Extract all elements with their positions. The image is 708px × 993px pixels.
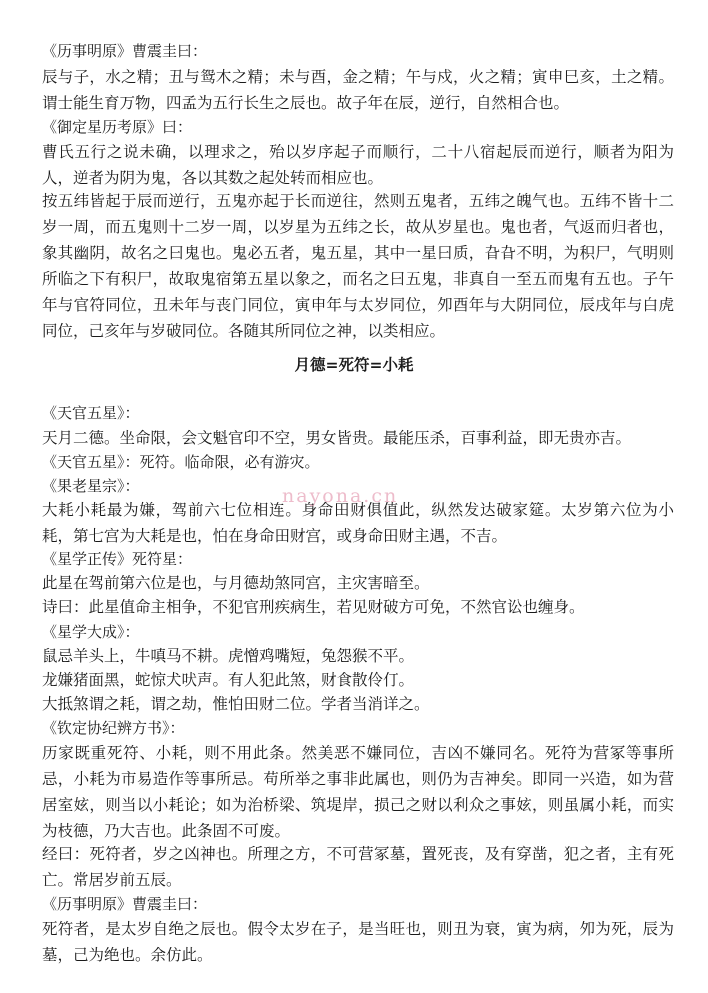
source-citation: 《星学正传》死符星： — [42, 550, 193, 568]
paragraph: 大抵煞谓之耗，谓之劫，惟怕田财二位。学者当消详之。 — [42, 695, 430, 713]
source-citation: 《历事明原》曹震圭曰： — [42, 42, 208, 60]
verse-line: 龙嫌猪面黑，蛇惊犬吠声。有人犯此煞，财食散伶仃。 — [42, 671, 415, 689]
paragraph: 按五纬皆起于辰而逆行，五鬼亦起于长而逆往，然则五鬼者，五纬之魄气也。五纬不皆十二岁一周，而五鬼则十二岁一周，以岁星为五纬之长，故从岁星也。鬼也者，气返而归者也，象其幽阴，故名之曰鬼也。鬼必五者，鬼五星，其中一星曰质，旮旮不明，为积尸，气明则所临之下有积尸，故取鬼宿第五星以象之，而名之曰五鬼，非真自一至五而鬼有五也。子午年与官符同位，丑未年与丧门同位，寅申年与太岁同位，夘酉年与大阴同位，辰戌年与白虎同位，己亥年与岁破同位。各随其所同位之神，以类相应。 — [42, 192, 674, 340]
paragraph: 诗曰：此星值命主相争，不犯官刑疾病生，若见财破方可免，不然官讼也缠身。 — [42, 598, 585, 616]
source-citation: 《历事明原》曹震圭曰： — [42, 895, 208, 913]
section-heading: 月德=死符=小耗 — [294, 356, 414, 374]
source-citation: 《星学大成》： — [42, 623, 140, 641]
paragraph: 大耗小耗最为嫌，驾前六七位相连。身命田财俱值此，纵然发达破家筵。太岁第六位为小耗，第七宫为大耗是也，怕在身命田财宫，或身命田财主遇，不吉。 — [42, 501, 674, 545]
paragraph: 死符者，是太岁自绝之辰也。假令太岁在子，是当旺也，则丑为衰，寅为病，夘为死，辰为墓，己为绝也。余仿此。 — [42, 920, 674, 964]
source-citation: 《御定星历考原》曰： — [42, 118, 193, 136]
source-citation: 《天官五星》：死符。临命限，必有游灾。 — [42, 453, 320, 471]
paragraph: 曹氏五行之说未确，以理求之，殆以岁序起子而顺行，二十八宿起辰而逆行，顺者为阳为人，逆者为阴为鬼，各以其数之起处转而相应也。 — [42, 143, 674, 187]
watermark: nayona.cn — [282, 485, 399, 507]
source-citation: 《天官五星》： — [42, 404, 140, 422]
paragraph: 辰与子，水之精；丑与鸳木之精；未与酉，金之精；午与戍，火之精；寅申巳亥，土之精。谓士能生育万物，四孟为五行长生之辰也。故子年在辰，逆行，自然相合也。 — [42, 68, 674, 112]
paragraph: 天月二德。坐命限，会文魁官印不空，男女皆贵。最能压杀，百事利益，即无贵亦吉。 — [42, 429, 632, 447]
source-citation: 《果老星宗》： — [42, 477, 140, 495]
paragraph: 此星在驾前第六位是也，与月德劫煞同宫，主灾害暗至。 — [42, 574, 430, 592]
paragraph: 历家既重死符、小耗，则不用此条。然美恶不嫌同位，吉凶不嫌同名。死符为营冢等事所忌，小耗为市易造作等事所忌。苟所举之事非此属也，则仍为吉神矣。即同一兴造，如为营居室妶，则当以小耗论；如为治桥梁、筑堤岸，损己之财以利众之事妶，则虽属小耗，而实为枝德，乃大吉也。此条固不可废。 — [42, 744, 674, 840]
paragraph: 经曰：死符者，岁之凶神也。所理之方，不可营冢墓，置死丧，及有穿凿，犯之者，主有死亡。常居岁前五辰。 — [42, 845, 674, 889]
verse-line: 鼠忌羊头上，牛嗔马不耕。虎憎鸡嘴短，兔怨猴不平。 — [42, 647, 415, 665]
source-citation: 《钦定协纪辨方书》： — [42, 719, 185, 737]
